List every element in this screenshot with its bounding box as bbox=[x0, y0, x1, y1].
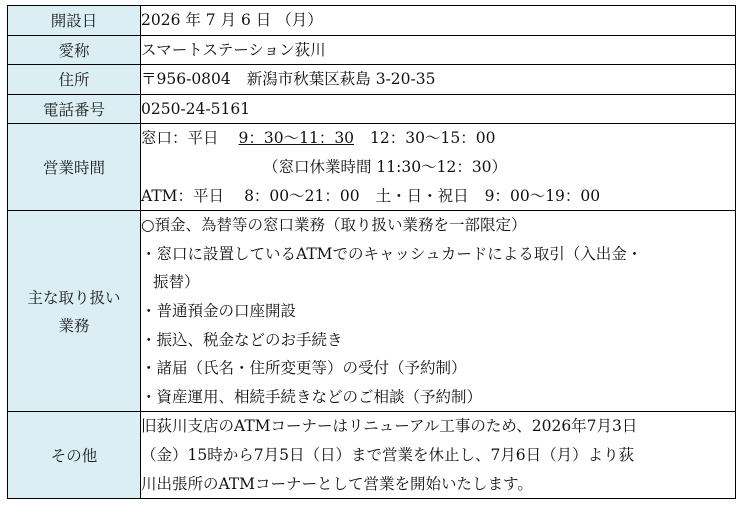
value-street-address: 新潟市秋葉区萩島 3-20-35 bbox=[246, 70, 436, 89]
label-services-line1: 主な取り扱い bbox=[27, 289, 121, 308]
row-opening-date bbox=[8, 6, 736, 36]
services-item-2: ・普通預金の口座開設 bbox=[141, 301, 297, 320]
branch-info-table bbox=[7, 5, 736, 499]
services-item-3: ・振込、税金などのお手続き bbox=[141, 330, 343, 349]
hours-atm-line bbox=[141, 182, 735, 211]
hours-window-afternoon: 12：30～15：00 bbox=[370, 129, 496, 148]
other-line-1: 旧荻川支店のATMコーナーはリニューアル工事のため、2026年7月3日 bbox=[141, 417, 638, 436]
row-nickname bbox=[8, 35, 736, 65]
services-item-4: ・諸届（氏名・住所変更等）の受付（予約制） bbox=[141, 359, 467, 378]
hours-atm-prefix: ATM：平日 bbox=[141, 186, 225, 205]
label-business-hours: 営業時間 bbox=[8, 124, 141, 211]
hours-window-prefix: 窓口：平日 bbox=[141, 129, 219, 148]
hours-window-morning: 9：30～11：30 bbox=[238, 129, 355, 148]
services-item-5: ・資産運用、相続手続きなどのご相談（予約制） bbox=[141, 387, 483, 406]
other-line-3: 川出張所のATMコーナーとして営業を開始いたします。 bbox=[141, 474, 533, 493]
hours-window-break: （窓口休業時間 11:30～12：30） bbox=[263, 157, 508, 176]
value-phone: 0250-24-5161 bbox=[141, 99, 251, 118]
label-services-line2: 業務 bbox=[58, 317, 90, 336]
value-nickname: スマートステーション荻川 bbox=[141, 40, 326, 59]
hours-atm-holiday-prefix: 土・日・祝日 bbox=[375, 186, 469, 205]
label-opening-date: 開設日 bbox=[8, 6, 141, 36]
value-postal-code: 〒956-0804 bbox=[141, 70, 231, 89]
services-item-1: ・窓口に設置しているATMでのキャッシュカードによる取引（入出金・ bbox=[141, 244, 643, 263]
label-phone: 電話番号 bbox=[8, 94, 141, 124]
hours-atm-weekday: 8：00～21：00 bbox=[244, 186, 360, 205]
row-phone bbox=[8, 94, 736, 124]
services-heading: ○預金、為替等の窓口業務（取り扱い業務を一部限定） bbox=[141, 216, 527, 235]
services-item-1-cont: 振替） bbox=[153, 273, 200, 292]
label-other: その他 bbox=[8, 412, 141, 499]
row-services bbox=[8, 211, 736, 412]
hours-atm-holiday: 9：00～19：00 bbox=[484, 186, 601, 205]
label-address: 住所 bbox=[8, 65, 141, 95]
row-other bbox=[8, 412, 736, 499]
row-business-hours bbox=[8, 124, 736, 211]
label-nickname: 愛称 bbox=[8, 35, 141, 65]
other-line-2: （金）15時から7月5日（日）まで営業を休止し、7月6日（月）より荻 bbox=[141, 445, 635, 464]
row-address bbox=[8, 65, 736, 95]
label-services bbox=[8, 211, 141, 412]
hours-window-line bbox=[141, 124, 735, 153]
value-opening-date: 2026 年 7 月 6 日 （月） bbox=[141, 11, 323, 29]
